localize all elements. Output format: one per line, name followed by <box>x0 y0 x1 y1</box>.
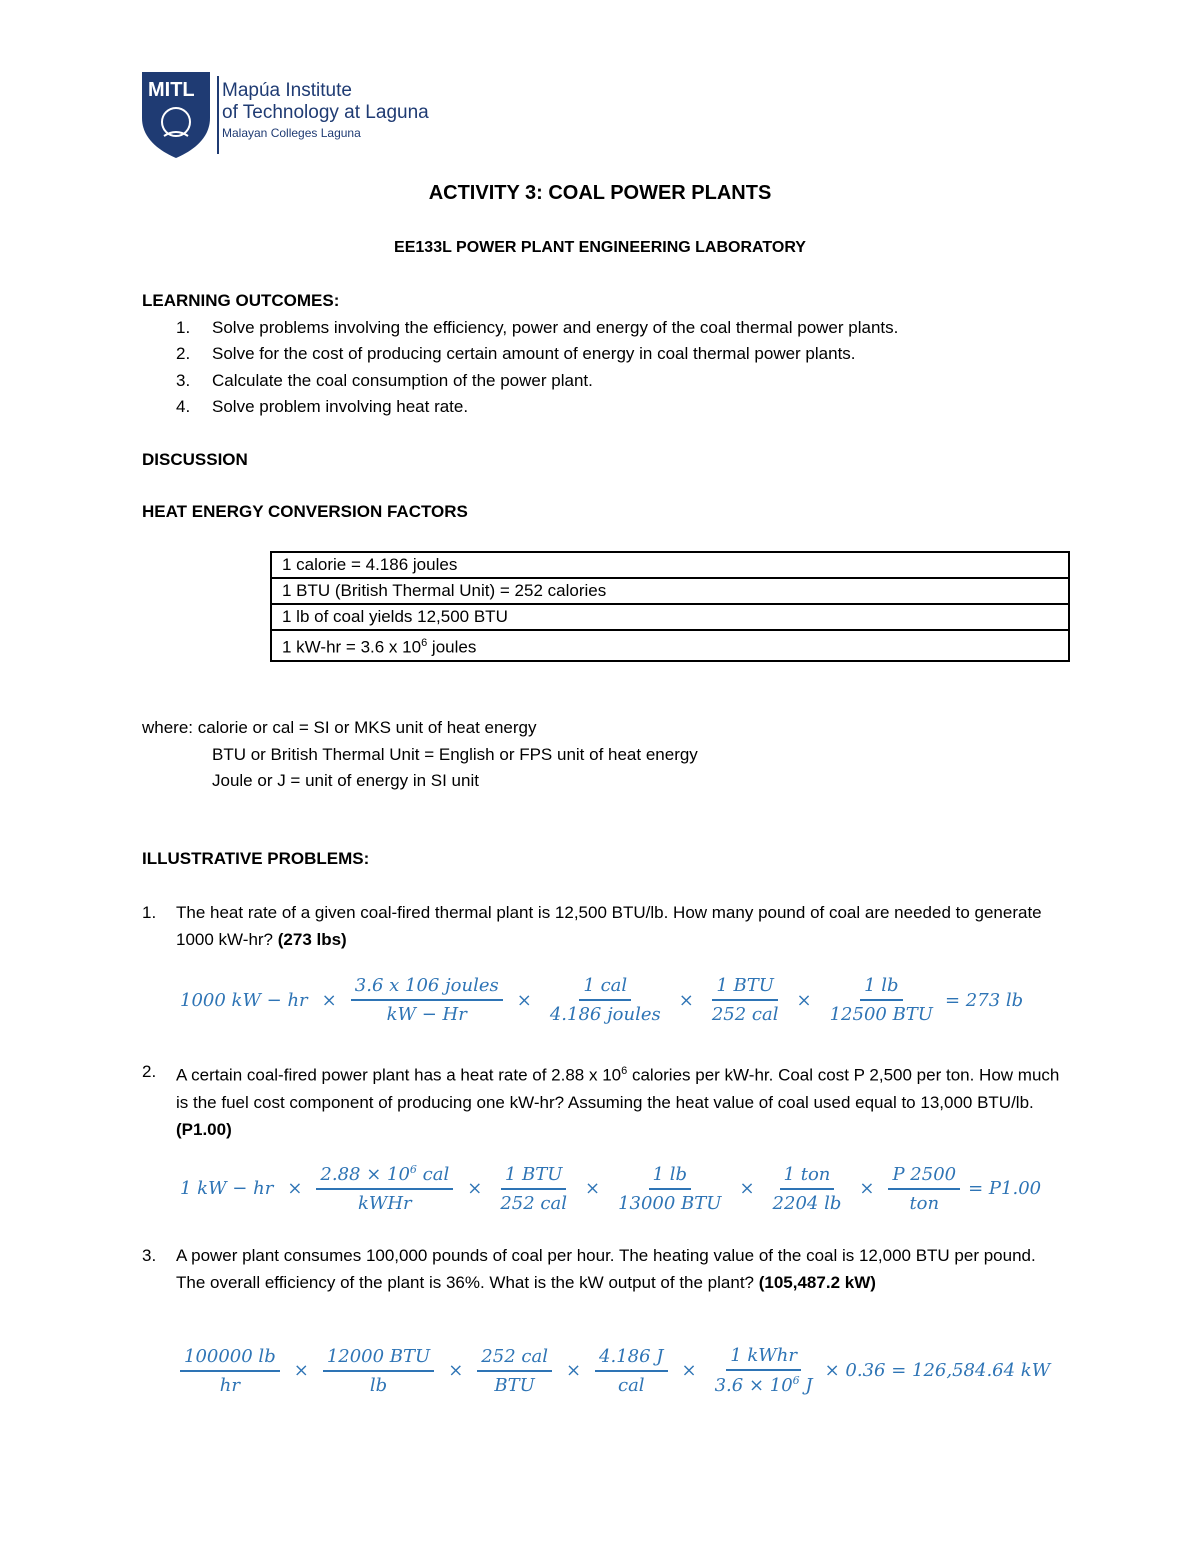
problem-statement: A power plant consumes 100,000 pounds of coal per hour. The heating value of the coal is 12,000 BTU per pound. The overall efficiency of the plant is 36%. What is the kW output of the plant? <box>176 1246 1036 1292</box>
definition-line: Joule or J = unit of energy in SI unit <box>212 771 479 790</box>
equation-result: = 273 lb <box>944 989 1024 1011</box>
outcome-number: 1. <box>176 318 191 337</box>
times-sign: × <box>516 989 532 1011</box>
outcome-number: 4. <box>176 397 191 416</box>
table-row <box>271 630 1069 661</box>
equation-3 <box>176 1345 1054 1396</box>
fraction <box>319 1346 438 1396</box>
times-sign: × <box>467 1178 483 1199</box>
problem-statement-cont: calories per kW-hr. Coal cost P 2,500 per ton. How much is the fuel cost component of producing one kW-hr? Assuming the heat value of coal used equal to 13,000 BTU/lb. <box>176 1065 1060 1112</box>
times-sign: × <box>678 989 694 1011</box>
denominator-part: 3.6 × 10 <box>714 1375 793 1396</box>
equation-result: × 0.36 = 126,584.64 kW <box>824 1360 1051 1381</box>
numerator: 1 BTU <box>501 1164 567 1190</box>
table-row <box>271 552 1069 578</box>
numerator: 3.6 x 106 joules <box>351 975 503 1001</box>
times-sign: × <box>681 1360 697 1381</box>
denominator: 12500 BTU <box>829 1004 933 1025</box>
numerator: 1 lb <box>860 975 902 1001</box>
denominator: 2204 lb <box>772 1192 842 1214</box>
svg-text:MITL: MITL <box>148 79 195 101</box>
table-row <box>271 578 1069 604</box>
problem-answer: (105,487.2 kW) <box>758 1273 876 1292</box>
equation-2 <box>176 1163 1045 1214</box>
times-sign: × <box>796 989 812 1011</box>
table-cell: 1 BTU (British Thermal Unit) = 252 calories <box>271 578 1069 604</box>
denominator: kW − Hr <box>386 1004 467 1025</box>
problem-number: 1. <box>142 903 157 922</box>
fraction <box>884 1164 964 1214</box>
problem-statement: A certain coal-fired power plant has a heat rate of 2.88 x 10 <box>176 1065 622 1085</box>
fraction <box>704 975 787 1025</box>
denominator: hr <box>219 1374 240 1396</box>
illustrative-heading: ILLUSTRATIVE PROBLEMS: <box>142 849 370 868</box>
numerator: 12000 BTU <box>323 1346 434 1372</box>
fraction <box>347 975 507 1025</box>
problem-number: 2. <box>142 1062 157 1081</box>
equation-term: 1000 kW − hr <box>180 989 308 1011</box>
fraction <box>473 1346 556 1396</box>
numerator: 1 lb <box>649 1164 691 1190</box>
fraction <box>542 975 669 1025</box>
fraction <box>610 1164 729 1214</box>
exponent: 6 <box>792 1374 800 1387</box>
problem-answer: (P1.00) <box>176 1119 232 1139</box>
problem-text <box>176 1242 1066 1296</box>
times-sign: × <box>739 1178 755 1199</box>
numerator: 4.186 J <box>595 1346 667 1372</box>
times-sign: × <box>448 1360 464 1381</box>
outcome-number: 2. <box>176 344 191 363</box>
denominator: ton <box>909 1192 940 1214</box>
definition-line: where: calorie or cal = SI or MKS unit of heat energy <box>142 718 537 737</box>
times-sign: × <box>287 1178 303 1199</box>
discussion-heading: DISCUSSION <box>142 450 248 469</box>
table-cell <box>271 630 1069 661</box>
denominator: 252 cal <box>711 1004 779 1025</box>
denominator: 13000 BTU <box>618 1192 722 1214</box>
numerator: P 2500 <box>888 1164 960 1190</box>
equation-term: 1 kW − hr <box>180 1178 274 1199</box>
denominator-part: J <box>799 1375 813 1396</box>
table-cell: 1 lb of coal yields 12,500 BTU <box>271 604 1069 630</box>
exponent: 6 <box>621 1065 628 1077</box>
table-row <box>271 604 1069 630</box>
fraction <box>312 1163 457 1214</box>
activity-title: ACTIVITY 3: COAL POWER PLANTS <box>428 182 772 204</box>
institution-name-line2: of Technology at Laguna <box>222 102 429 123</box>
outcome-text: Calculate the coal consumption of the power plant. <box>212 371 593 390</box>
exponent: 6 <box>421 637 428 649</box>
equation-result: = P1.00 <box>968 1178 1042 1199</box>
times-sign: × <box>293 1360 309 1381</box>
numerator-part: 2.88 × 10 <box>320 1164 410 1185</box>
institution-name-line3: Malayan Colleges Laguna <box>222 126 361 140</box>
times-sign: × <box>321 989 337 1011</box>
denominator: kWHr <box>357 1193 412 1214</box>
institution-name-line1: Mapúa Institute <box>222 80 352 101</box>
times-sign: × <box>859 1178 875 1199</box>
table-cell: 1 calorie = 4.186 joules <box>271 552 1069 578</box>
outcome-number: 3. <box>176 371 191 390</box>
outcome-text: Solve problems involving the efficiency, power and energy of the coal thermal power plants. <box>212 318 899 337</box>
denominator: 4.186 joules <box>549 1004 661 1025</box>
numerator-part: cal <box>416 1164 450 1185</box>
numerator <box>316 1163 453 1190</box>
equation-1 <box>176 975 1027 1025</box>
conversion-table <box>270 551 1070 662</box>
numerator: 1 ton <box>780 1164 835 1190</box>
definition-line: BTU or British Thermal Unit = English or FPS unit of heat energy <box>212 745 698 764</box>
fraction <box>176 1346 284 1396</box>
times-sign: × <box>565 1360 582 1381</box>
numerator: 1 kWhr <box>726 1345 801 1371</box>
fraction <box>707 1345 821 1396</box>
denominator: BTU <box>494 1374 535 1396</box>
denominator: cal <box>617 1374 645 1396</box>
numerator: 1 cal <box>579 975 631 1001</box>
numerator: 1 BTU <box>712 975 778 1001</box>
institution-name <box>222 80 429 142</box>
outcome-text: Solve problem involving heat rate. <box>212 397 469 416</box>
denominator: lb <box>369 1374 388 1396</box>
cell-text: 1 kW-hr = 3.6 x 10 <box>282 637 422 657</box>
conversion-heading: HEAT ENERGY CONVERSION FACTORS <box>142 502 468 521</box>
fraction <box>765 1164 850 1214</box>
course-title: EE133L POWER PLANT ENGINEERING LABORATORY <box>394 239 806 256</box>
fraction <box>591 1346 671 1396</box>
numerator: 100000 lb <box>180 1346 280 1372</box>
exponent: 6 <box>409 1163 417 1176</box>
denominator <box>711 1371 817 1396</box>
fraction <box>492 1164 575 1214</box>
problem-statement: The heat rate of a given coal-fired thermal plant is 12,500 BTU/lb. How many pound of coal are needed to generate 1000 kW-hr? <box>176 903 1042 949</box>
denominator: 252 cal <box>500 1192 567 1214</box>
cell-text-suffix: joules <box>427 637 477 657</box>
problem-number: 3. <box>142 1246 157 1265</box>
times-sign: × <box>584 1178 601 1199</box>
fraction <box>822 975 941 1025</box>
problem-answer: (273 lbs) <box>277 930 347 949</box>
learning-outcomes-heading: LEARNING OUTCOMES: <box>142 291 340 310</box>
outcome-text: Solve for the cost of producing certain amount of energy in coal thermal power plants. <box>212 344 856 363</box>
problem-text <box>176 1058 1066 1143</box>
problem-text <box>176 899 1066 953</box>
numerator: 252 cal <box>477 1346 552 1372</box>
